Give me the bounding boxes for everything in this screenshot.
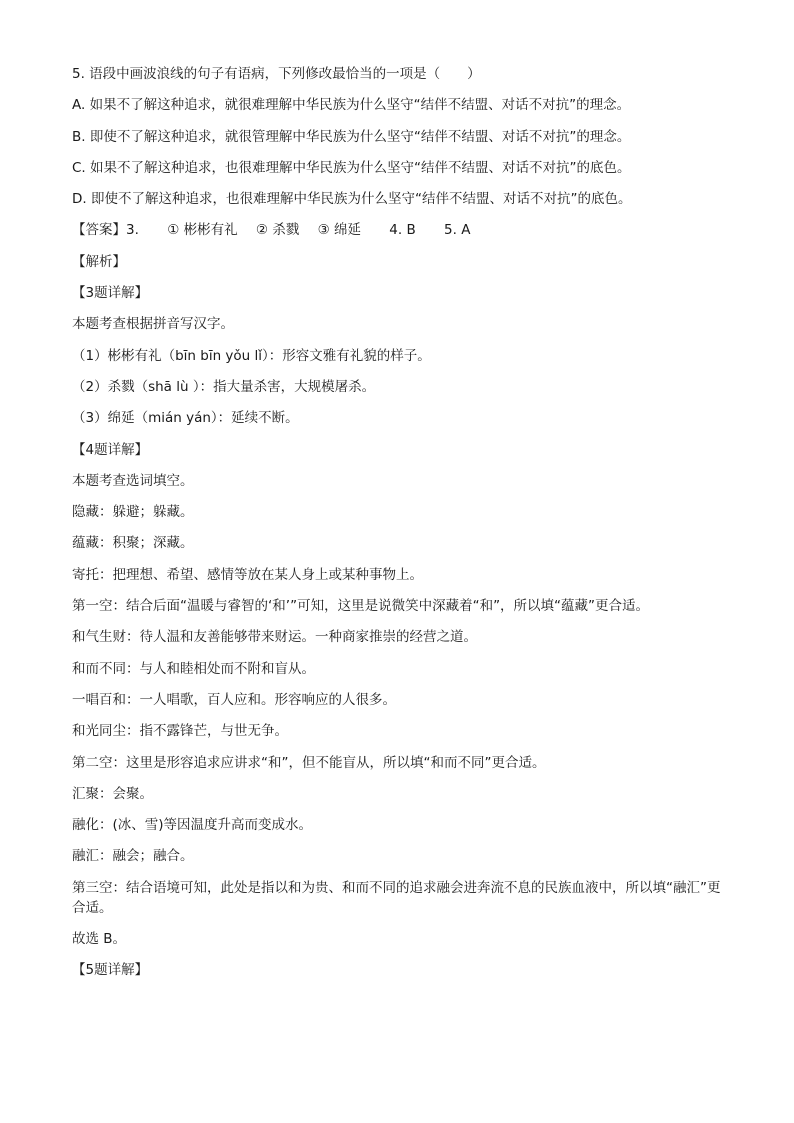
answer-label: 【答案】	[72, 222, 126, 239]
q4-detail-line: 和气生财：待人温和友善能够带来财运。一种商家推崇的经营之道。	[72, 629, 477, 646]
q4-detail-line: 第三空：结合语境可知，此处是指以和为贵、和而不同的追求融会进奔流不息的民族血液中，所以填“融汇”更合适。	[72, 879, 721, 916]
q4-detail-line: 融化：(冰、雪)等因温度升高而变成水。	[72, 817, 313, 834]
answer-line	[72, 220, 722, 240]
q5-detail-heading: 【5题详解】	[72, 962, 149, 979]
q4-detail-line: 故选 B。	[72, 931, 127, 948]
q4-detail-line: 第一空：结合后面“温暖与睿智的‘和’”可知，这里是说微笑中深藏着“和”，所以填“蕴藏”更合适。	[72, 598, 650, 615]
answer-q3-blank-2: ② 杀戮	[255, 222, 300, 239]
q3-detail-heading: 【3题详解】	[72, 285, 149, 302]
answer-q4: 4. B	[389, 222, 416, 239]
question-5-stem: 5. 语段中画波浪线的句子有语病，下列修改最恰当的一项是（ ）	[72, 66, 481, 82]
option-b: B. 即使不了解这种追求，就很管理解中华民族为什么坚守“结伴不结盟、对话不对抗”的理念。	[72, 128, 631, 145]
q4-detail-line: 汇聚：会聚。	[72, 785, 153, 802]
answer-q3: 3.	[126, 222, 139, 239]
q3-detail-item-2: （2）杀戮（shā lù ）：指大量杀害，大规模屠杀。	[72, 378, 376, 395]
q4-detail-line: 寄托：把理想、希望、感情等放在某人身上或某种事物上。	[72, 566, 423, 583]
q4-detail-intro: 本题考查选词填空。	[72, 472, 194, 489]
q4-detail-line: 一唱百和：一人唱歌，百人应和。形容响应的人很多。	[72, 691, 396, 708]
q4-detail-line: 第二空：这里是形容追求应讲求“和”，但不能盲从，所以填“和而不同”更合适。	[72, 754, 546, 771]
q3-detail-intro: 本题考查根据拼音写汉字。	[72, 316, 234, 333]
analysis-label: 【解析】	[72, 253, 126, 270]
q4-detail-line: 隐藏：躲避；躲藏。	[72, 504, 194, 521]
option-c: C. 如果不了解这种追求，也很难理解中华民族为什么坚守“结伴不结盟、对话不对抗”的底色。	[72, 159, 631, 176]
q3-detail-item-3: （3）绵延（mián yán）：延续不断。	[72, 410, 299, 427]
q4-detail-line: 和光同尘：指不露锋芒，与世无争。	[72, 723, 288, 740]
answer-q3-blank-3: ③ 绵延	[317, 222, 361, 239]
q3-detail-item-1: （1）彬彬有礼（bīn bīn yǒu lǐ）：形容文雅有礼貌的样子。	[72, 347, 431, 364]
option-d: D. 即使不了解这种追求，也很难理解中华民族为什么坚守“结伴不结盟、对话不对抗”的底色。	[72, 191, 632, 208]
answer-q5: 5. A	[444, 222, 471, 239]
q4-detail-line: 融汇：融会；融合。	[72, 848, 194, 865]
option-a: A. 如果不了解这种追求，就很难理解中华民族为什么坚守“结伴不结盟、对话不对抗”的理念。	[72, 97, 631, 114]
q4-detail-heading: 【4题详解】	[72, 441, 149, 458]
q4-detail-line: 蕴藏：积聚；深藏。	[72, 535, 194, 552]
document-page	[72, 64, 722, 992]
q4-detail-line: 和而不同：与人和睦相处而不附和盲从。	[72, 660, 315, 677]
answer-q3-blank-1: ① 彬彬有礼	[167, 222, 238, 239]
